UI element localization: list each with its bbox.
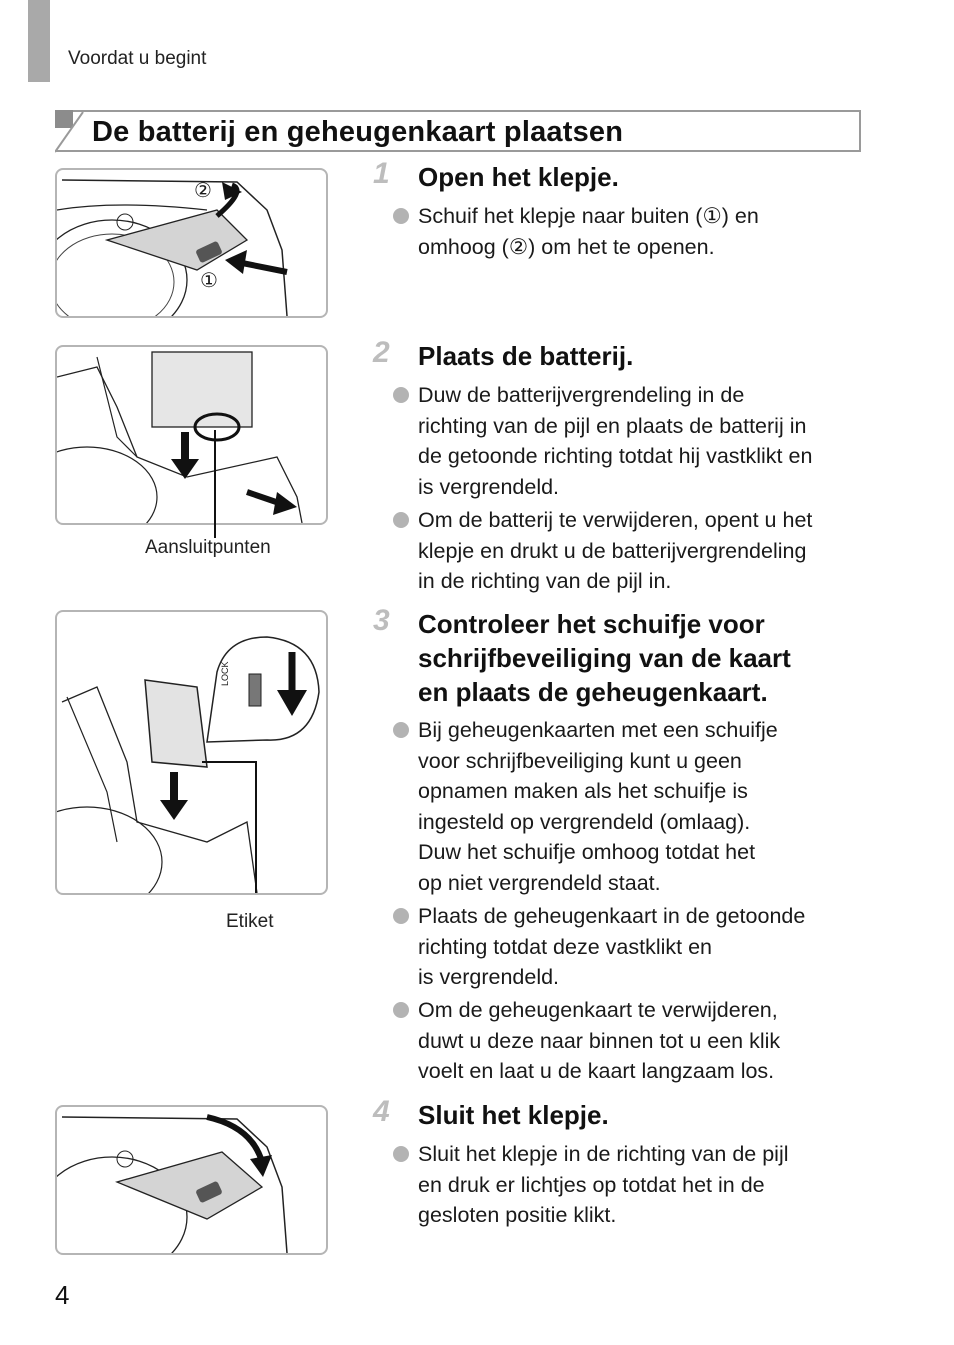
battery-illustration: [57, 347, 326, 523]
caption-label: Etiket: [226, 911, 274, 932]
bullet-dot-icon: [393, 208, 409, 224]
bullet-dot-icon: [393, 387, 409, 403]
memory-card-illustration: [57, 612, 326, 893]
figure-close-cover: [55, 1105, 328, 1255]
caption-terminals: Aansluitpunten: [145, 537, 271, 558]
figure-insert-battery: [55, 345, 328, 525]
step-marker-1: ①: [200, 270, 218, 292]
step-3-bullet-2: Plaats de geheugenkaart in de getoonde richting totdat deze vastklikt en is vergrendeld.: [393, 901, 863, 993]
bullet-dot-icon: [393, 1002, 409, 1018]
step-marker-2: ②: [194, 180, 212, 202]
step-title-3: Controleer het schuifje voor schrijfbeveiliging van de kaart en plaats de geheugenkaart.: [418, 609, 791, 707]
step-title-1: Open het klepje.: [418, 162, 619, 192]
step-number-1: 1: [373, 157, 390, 190]
bullet-dot-icon: [393, 908, 409, 924]
step-3-bullet-1: Bij geheugenkaarten met een schuifje voor schrijfbeveiliging kunt u geen opnamen maken als het schuifje is ingesteld op vergrendeld (omlaag). Duw het schuifje omhoog totdat het op niet vergrendeld staat.: [393, 715, 863, 898]
step-number-4: 4: [373, 1095, 390, 1128]
bullet-dot-icon: [393, 722, 409, 738]
bullet-dot-icon: [393, 512, 409, 528]
title-corner-diagonal: [55, 112, 85, 154]
step-number-2: 2: [373, 336, 390, 369]
page-title: De batterij en geheugenkaart plaatsen: [92, 116, 624, 148]
page-tab-marker: [28, 0, 50, 82]
lock-label: LOCK: [220, 661, 230, 686]
close-cover-illustration: [57, 1107, 326, 1253]
step-number-3: 3: [373, 604, 390, 637]
step-4-bullet-1: Sluit het klepje in de richting van de pijl en druk er lichtjes op totdat het in de gesloten positie klikt.: [393, 1139, 863, 1231]
camera-cover-illustration: [57, 170, 326, 316]
section-label: Voordat u begint: [68, 48, 207, 69]
terminals-callout-line: [205, 430, 225, 540]
bullet-dot-icon: [393, 1146, 409, 1162]
step-title-2: Plaats de batterij.: [418, 341, 634, 371]
title-box: [55, 110, 861, 152]
page-number: 4: [55, 1280, 70, 1310]
step-1-bullet-1: Schuif het klepje naar buiten (①) en omhoog (②) om het te openen.: [393, 201, 863, 262]
step-2-bullet-1: Duw de batterijvergrendeling in de richting van de pijl en plaats de batterij in de getoonde richting totdat hij vastklikt en is vergrendeld.: [393, 380, 863, 502]
step-title-4: Sluit het klepje.: [418, 1100, 609, 1130]
figure-open-cover: [55, 168, 328, 318]
figure-insert-card: [55, 610, 328, 895]
step-2-bullet-2: Om de batterij te verwijderen, opent u het klepje en drukt u de batterijvergrendeling in de richting van de pijl in.: [393, 505, 863, 597]
step-3-bullet-3: Om de geheugenkaart te verwijderen, duwt u deze naar binnen tot u een klik voelt en laat u de kaart langzaam los.: [393, 995, 863, 1087]
